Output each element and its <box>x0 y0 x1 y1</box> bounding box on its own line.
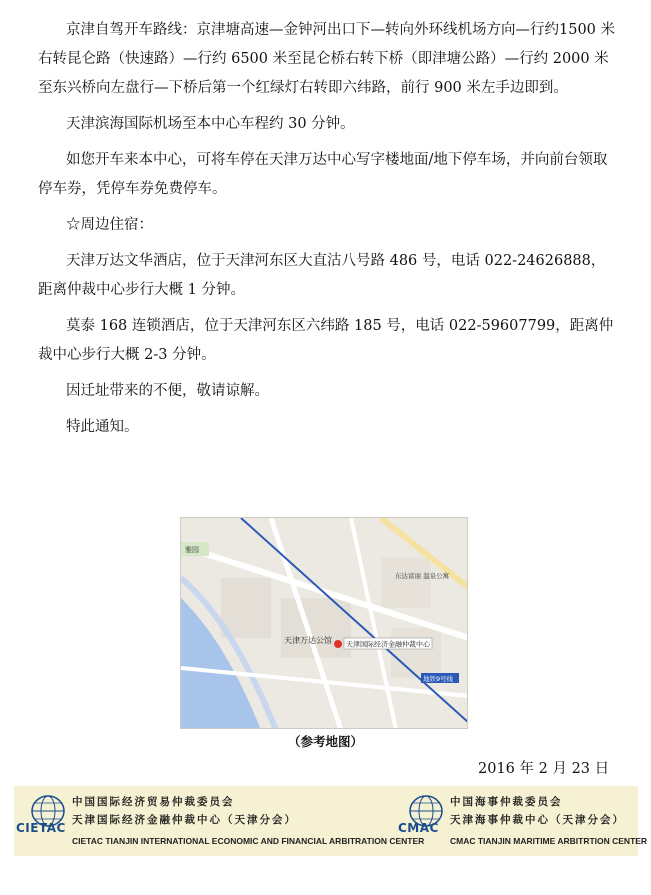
parking-paragraph: 如您开车来本中心，可将车停在天津万达中心写字楼地面/地下停车场，并向前台领取停车券，凭停车券免费停车。 <box>38 152 608 197</box>
location-pin-icon <box>334 640 342 648</box>
map-block <box>391 628 441 678</box>
route-paragraph: 京津自驾开车路线：京津塘高速—金钟河出口下—转向外环线机场方向—行约1500 米右转昆仑路（快速路）—行约 6500 米至昆仑桥右转下桥（即津塘公路）—行约 2000 米至东兴桥向左盘行—下桥后第一个红绿灯右转即六纬路，前行 900 米左手边即到。 <box>38 22 616 96</box>
cmac-logo <box>392 786 648 856</box>
hotel-wanda-paragraph: 天津万达文华酒店，位于天津河东区大直沽八号路 486 号，电话 022-24626888，距离仲裁中心步行大概 1 分钟。 <box>38 253 606 298</box>
target-label: 天津国际经济金融仲裁中心 <box>346 640 430 649</box>
wanda-label: 天津万达公馆 <box>284 636 332 645</box>
cmac-name-line2: 天津海事仲裁中心（天津分会） <box>450 814 625 826</box>
airport-paragraph: 天津滨海国际机场至本中心车程约 30 分钟。 <box>66 116 355 132</box>
document-body <box>38 16 618 442</box>
cietac-name-line1: 中国国际经济贸易仲裁委员会 <box>72 796 235 808</box>
cmac-name-english: CMAC TIANJIN MARITIME ARBITRTION CENTER <box>450 836 648 846</box>
cmac-emblem-text: CMAC <box>398 821 439 835</box>
metro-line <box>241 518 468 723</box>
map-block <box>381 558 431 608</box>
cietac-emblem-text: CIETAC <box>16 821 66 835</box>
notice-date: 2016 年 2 月 23 日 <box>478 761 610 777</box>
cietac-name-english: CIETAC TIANJIN INTERNATIONAL ECONOMIC AND FINANCIAL ARBITRATION CENTER <box>72 836 425 846</box>
footer-banner <box>14 786 648 856</box>
lodging-heading: ☆周边住宿： <box>66 217 153 233</box>
map-caption: （参考地图） <box>287 734 363 749</box>
notice-closing: 特此通知。 <box>66 419 139 435</box>
cmac-name-line1: 中国海事仲裁委员会 <box>450 796 563 808</box>
cietac-name-line2: 天津国际经济金融仲裁中心（天津分会） <box>72 814 297 826</box>
map-drawing <box>181 518 468 729</box>
park-label: 雅园 <box>185 546 199 554</box>
dongda-label: 东达富丽 温泉公寓 <box>395 572 450 580</box>
metro-station-label: 地铁9号线 <box>423 675 454 683</box>
reference-map <box>180 517 468 729</box>
hotel-motel168-paragraph: 莫泰 168 连锁酒店，位于天津河东区六纬路 185 号，电话 022-59607799，距离仲裁中心步行大概 2-3 分钟。 <box>38 318 614 363</box>
map-block <box>221 578 271 638</box>
apology-paragraph: 因迁址带来的不便，敬请谅解。 <box>66 383 269 399</box>
